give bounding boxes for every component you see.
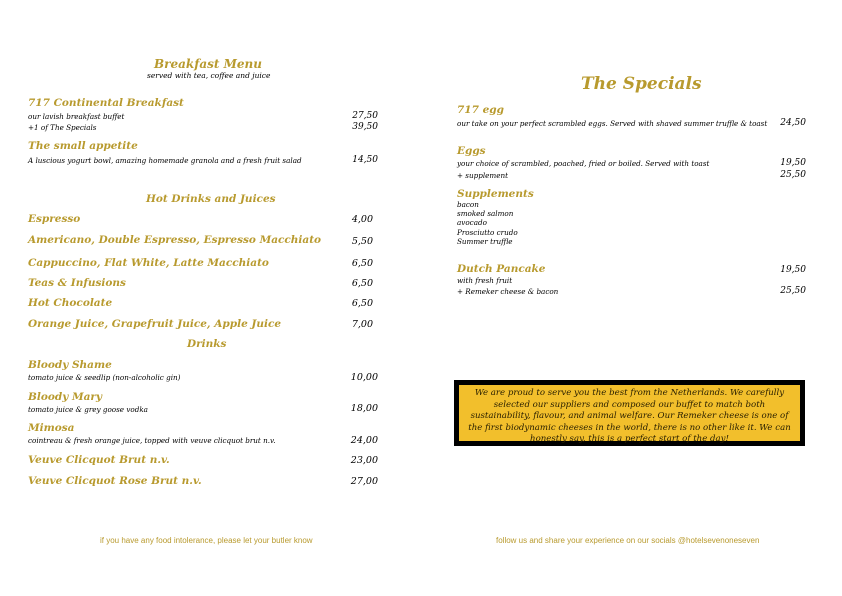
special-dutch-pancake-extra: + Remeker cheese & bacon: [457, 287, 559, 296]
special-dutch-pancake-price: 19,50: [780, 265, 806, 275]
notice-box: [454, 380, 805, 446]
drink-mimosa-price: 24,00: [350, 435, 378, 446]
drink-bloody-shame-price: 10,00: [350, 372, 378, 383]
list-item: Summer truffle: [457, 236, 513, 246]
breakfast-menu-subtitle: served with tea, coffee and juice: [147, 71, 271, 80]
list-item: Prosciutto crudo: [457, 227, 518, 237]
drink-bloody-shame-desc: tomato juice & seedlip (non-alcoholic gin): [28, 373, 181, 382]
specials-title: The Specials: [581, 74, 702, 94]
hot-drink-chocolate-price: 6,50: [351, 298, 373, 309]
special-dutch-pancake: Dutch Pancake: [457, 263, 546, 275]
hot-drink-americano: Americano, Double Espresso, Espresso Macchiato: [28, 234, 322, 246]
item-price-continental-plus: 39,50: [352, 122, 378, 132]
drink-bloody-mary: Bloody Mary: [28, 391, 103, 403]
hot-drink-juices: Orange Juice, Grapefruit Juice, Apple Juice: [28, 318, 282, 330]
special-717-egg-price: 24,50: [780, 118, 806, 128]
list-item: bacon: [457, 200, 479, 209]
right-footer: follow us and share your experience on our socials @hotelsevenoneseven: [496, 536, 760, 545]
drink-mimosa-desc: cointreau & fresh orange juice, topped with veuve clicquot brut n.v.: [28, 436, 276, 445]
notice-text: We are proud to serve you the best from the Netherlands. We carefully selected our suppliers and composed our buffet to match both sustainability, flavour, and animal welfare. Our Remeker cheese is one of the first biodynamic cheeses in the world, there is no other like it. We can honestly say, this is a perfect start of the day!: [459, 385, 800, 441]
supplements-list: [457, 200, 518, 246]
hot-drinks-title: Hot Drinks and Juices: [146, 193, 276, 205]
special-eggs-price: 19,50: [780, 158, 806, 168]
drink-bloody-shame: Bloody Shame: [28, 359, 112, 371]
special-eggs: Eggs: [457, 145, 486, 157]
hot-drink-americano-price: 5,50: [351, 236, 373, 247]
special-dutch-pancake-extra-price: 25,50: [780, 286, 806, 296]
special-717-egg: 717 egg: [457, 104, 504, 116]
breakfast-menu-title: Breakfast Menu: [154, 57, 262, 71]
item-price-small-appetite: 14,50: [352, 155, 378, 165]
drink-veuve-brut-price: 23,00: [350, 455, 378, 466]
hot-drink-cappuccino-price: 6,50: [351, 258, 373, 269]
item-desc-small-appetite: A luscious yogurt bowl, amazing homemade granola and a fresh fruit salad: [28, 156, 302, 165]
special-eggs-supplement-price: 25,50: [780, 170, 806, 180]
list-item: smoked salmon: [457, 209, 514, 219]
left-footer: if you have any food intolerance, please let your butler know: [100, 536, 313, 545]
special-eggs-supplement: + supplement: [457, 171, 508, 180]
drink-veuve-brut: Veuve Clicquot Brut n.v.: [28, 454, 170, 466]
drink-bloody-mary-desc: tomato juice & grey goose vodka: [28, 405, 148, 414]
drink-mimosa: Mimosa: [28, 422, 75, 434]
drink-bloody-mary-price: 18,00: [350, 403, 378, 414]
special-eggs-desc: your choice of scrambled, poached, fried or boiled. Served with toast: [457, 159, 710, 168]
hot-drink-cappuccino: Cappuccino, Flat White, Latte Macchiato: [28, 257, 269, 269]
special-dutch-pancake-desc: with fresh fruit: [457, 276, 513, 285]
special-717-egg-desc: our take on your perfect scrambled eggs. Served with shaved summer truffle & toast: [457, 119, 768, 128]
hot-drink-espresso: Espresso: [28, 213, 81, 225]
hot-drink-espresso-price: 4,00: [351, 214, 373, 225]
drink-veuve-rose: Veuve Clicquot Rose Brut n.v.: [28, 475, 202, 487]
drinks-title: Drinks: [187, 338, 227, 350]
item-price-continental: 27,50: [352, 111, 378, 121]
hot-drink-teas: Teas & Infusions: [28, 277, 126, 289]
list-item: avocado: [457, 218, 487, 228]
drink-veuve-rose-price: 27,00: [350, 476, 378, 487]
supplements-title: Supplements: [457, 188, 534, 200]
item-title-continental: 717 Continental Breakfast: [28, 97, 184, 109]
item-title-small-appetite: The small appetite: [28, 140, 138, 152]
item-desc-continental-plus: +1 of The Specials: [28, 123, 97, 132]
item-desc-continental: our lavish breakfast buffet: [28, 112, 125, 121]
hot-drink-teas-price: 6,50: [351, 278, 373, 289]
hot-drink-chocolate: Hot Chocolate: [28, 297, 113, 309]
hot-drink-juices-price: 7,00: [351, 319, 373, 330]
